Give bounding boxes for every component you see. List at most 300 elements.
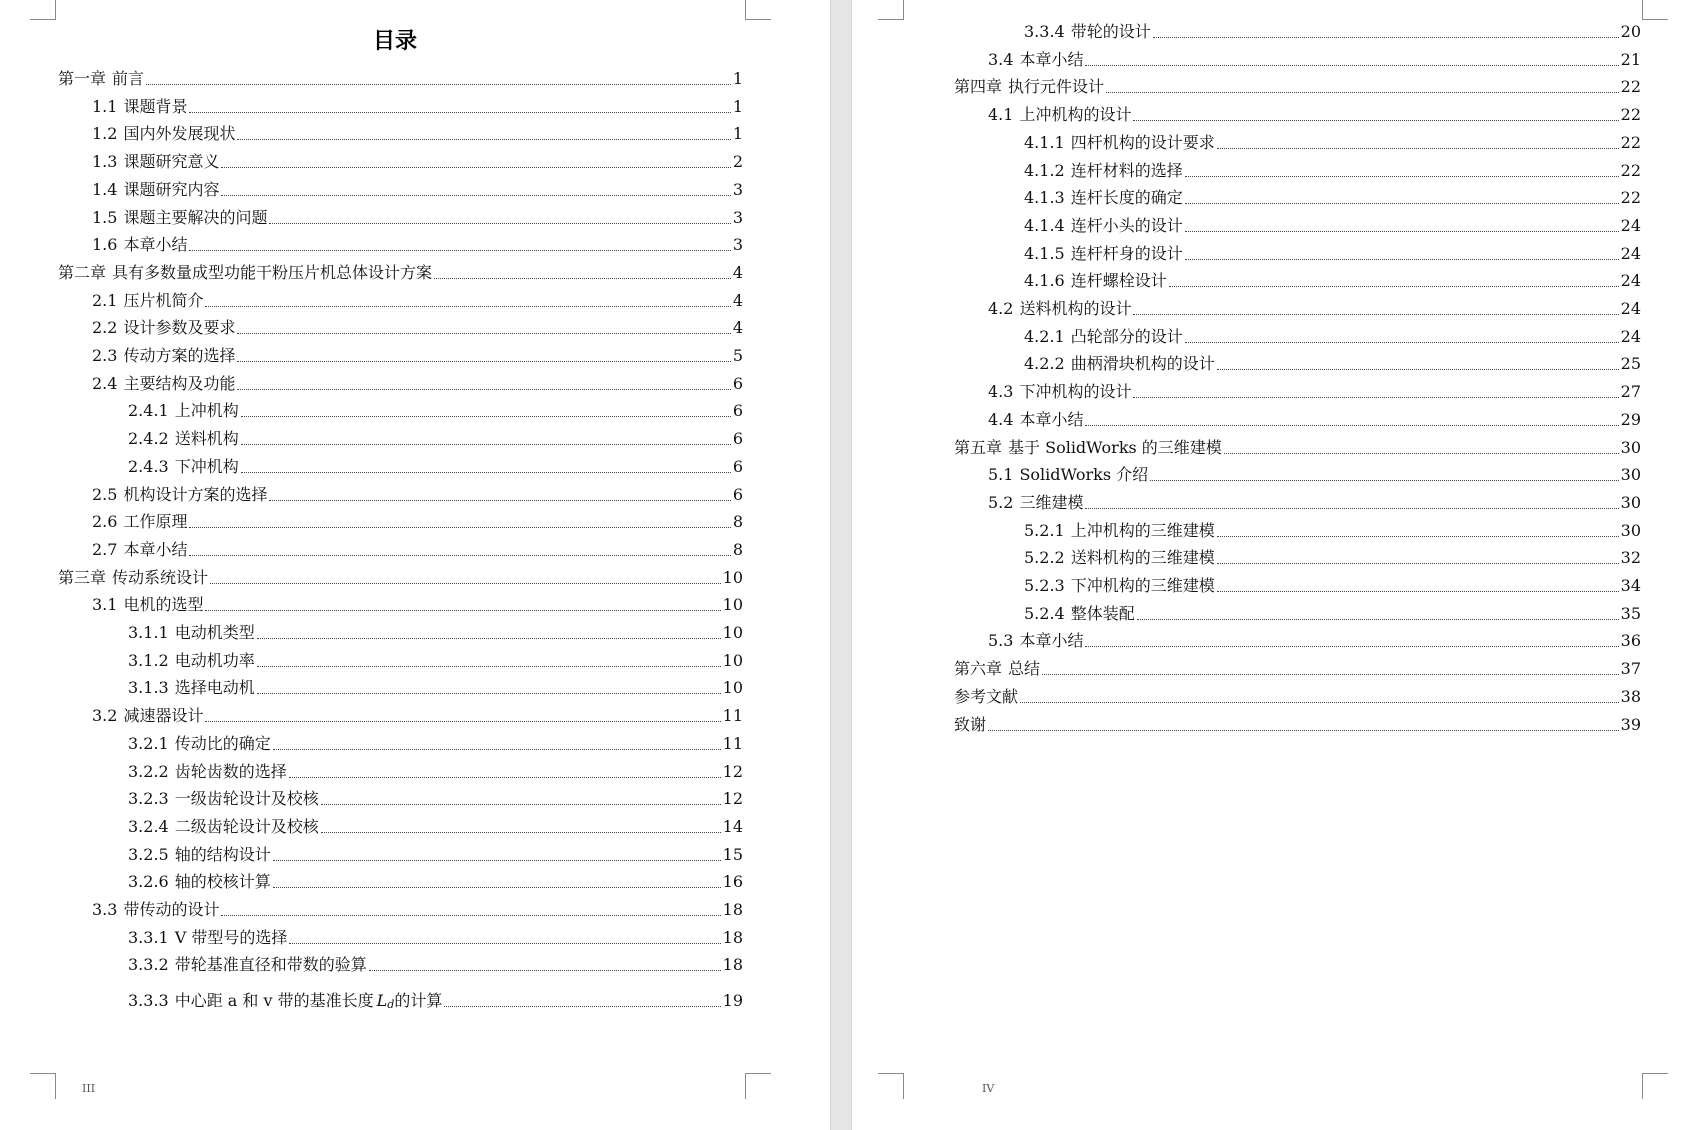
toc-entry[interactable] — [988, 49, 1641, 71]
toc-entry-text: 带传动的设计 — [123, 900, 220, 919]
toc-leader-dots — [1224, 453, 1619, 454]
toc-entry-text: 连杆材料的选择 — [1070, 160, 1183, 180]
toc-entry-number: 3.2.2 — [128, 761, 169, 781]
toc-entry-text: 基于 SolidWorks 的三维建模 — [1008, 437, 1222, 457]
toc-entry-text: 连杆小头的设计 — [1070, 215, 1183, 235]
toc-entry[interactable] — [988, 492, 1641, 514]
toc-entry[interactable] — [128, 650, 743, 672]
toc-entry[interactable] — [58, 567, 743, 589]
toc-entry-label — [128, 677, 255, 699]
toc-entry[interactable] — [1024, 21, 1641, 43]
toc-entry-page: 30 — [1620, 437, 1641, 457]
toc-entry-label — [128, 622, 255, 644]
toc-entry-number: 4.1.6 — [1024, 271, 1065, 291]
toc-leader-dots — [1169, 286, 1619, 287]
toc-entry-number: 3.1.3 — [128, 678, 169, 698]
toc-entry[interactable] — [954, 686, 1641, 708]
toc-entry-number: 3.1.1 — [128, 623, 169, 642]
toc-entry[interactable] — [1024, 520, 1641, 542]
toc-entry-text: 下冲机构的设计 — [1019, 382, 1132, 402]
toc-leader-dots — [189, 555, 730, 556]
toc-entry-label — [1024, 187, 1183, 209]
toc-leader-dots — [1106, 92, 1619, 93]
toc-entry-page: 12 — [722, 789, 743, 809]
toc-entry-text: 执行元件设计 — [1008, 77, 1105, 97]
toc-entry[interactable] — [92, 179, 743, 201]
toc-entry[interactable] — [92, 345, 743, 367]
toc-entry-number: 5.2 — [988, 492, 1014, 512]
toc-entry-label — [1024, 575, 1215, 597]
toc-entry-text: 课题主要解决的问题 — [123, 207, 268, 227]
toc-entry-text: 凸轮部分的设计 — [1070, 326, 1183, 346]
toc-leader-dots — [1185, 231, 1619, 232]
toc-entry-text: 电动机类型 — [174, 623, 255, 642]
toc-entry-label — [988, 49, 1083, 71]
toc-entry[interactable] — [1024, 547, 1641, 569]
toc-entry-page: 2 — [732, 152, 743, 172]
toc-entry[interactable] — [128, 844, 743, 866]
toc-entry-page: 18 — [722, 900, 743, 919]
toc-entry[interactable] — [92, 539, 743, 561]
toc-entry[interactable] — [128, 816, 743, 838]
toc-leader-dots — [1150, 480, 1618, 481]
toc-entry-number: 3.3.2 — [128, 955, 169, 975]
toc-entry-page: 15 — [722, 844, 743, 864]
toc-entry[interactable] — [128, 954, 743, 976]
toc-entry-text: 主要结构及功能 — [123, 373, 236, 393]
toc-entry-page: 4 — [732, 290, 743, 310]
toc-leader-dots — [241, 472, 731, 473]
toc-entry-text: 压片机简介 — [123, 290, 204, 310]
toc-entry[interactable] — [954, 714, 1641, 736]
toc-entry-number: 1.5 — [92, 207, 118, 227]
toc-entry-text: 下冲机构的三维建模 — [1070, 576, 1215, 595]
toc-entry-label — [988, 464, 1148, 486]
toc-entry[interactable] — [128, 622, 743, 644]
toc-leader-dots — [269, 500, 730, 501]
toc-entry-number: 4.3 — [988, 382, 1014, 402]
toc-entry-text: 国内外发展现状 — [123, 124, 236, 144]
toc-entry-label — [1024, 270, 1167, 292]
toc-entry-page: 24 — [1620, 326, 1641, 346]
toc-entry-text: 具有多数量成型功能干粉压片机总体设计方案 — [112, 262, 433, 282]
toc-entry-page: 35 — [1620, 603, 1641, 623]
toc-entry-page: 18 — [722, 955, 743, 975]
toc-entry-text: 工作原理 — [123, 512, 188, 532]
toc-entry-page: 3 — [732, 207, 743, 227]
toc-entry[interactable] — [988, 381, 1641, 403]
toc-entry-text: 本章小结 — [123, 235, 188, 255]
toc-entry-text: 参考文献 — [954, 686, 1019, 706]
toc-entry-text: SolidWorks 介绍 — [1019, 465, 1149, 485]
toc-entry-label — [92, 207, 267, 229]
toc-leader-dots — [1217, 563, 1619, 564]
toc-entry-number: 5.1 — [988, 465, 1014, 485]
toc-entry-label — [128, 733, 271, 755]
toc-leader-dots — [1185, 342, 1619, 343]
toc-entry-page: 27 — [1620, 382, 1641, 402]
toc-entry[interactable] — [1024, 270, 1641, 292]
toc-entry-label — [58, 68, 144, 90]
toc-leader-dots — [988, 730, 1619, 731]
toc-entry-label — [128, 990, 442, 1016]
toc-entry-text: 电动机功率 — [174, 650, 255, 670]
toc-entry[interactable] — [92, 511, 743, 533]
toc-entry-page: 29 — [1620, 409, 1641, 429]
toc-leader-dots — [1153, 37, 1619, 38]
toc-leader-dots — [237, 361, 730, 362]
toc-entry[interactable] — [128, 788, 743, 810]
toc-entry-label — [1024, 243, 1183, 265]
toc-entry-number: 2.2 — [92, 318, 118, 338]
toc-entry-number: 4.1.4 — [1024, 215, 1065, 235]
toc-leader-dots — [1217, 369, 1619, 370]
toc-entry[interactable] — [92, 151, 743, 173]
toc-entry-text: 连杆杆身的设计 — [1070, 243, 1183, 263]
toc-entry-label — [128, 816, 319, 838]
toc-entry[interactable] — [58, 262, 743, 284]
toc-entry-symbol: L — [376, 991, 388, 1011]
toc-leader-dots — [205, 610, 720, 611]
toc-entry[interactable] — [1024, 215, 1641, 237]
toc-entry[interactable] — [92, 96, 743, 118]
toc-entry[interactable] — [128, 761, 743, 783]
toc-entry-page: 1 — [732, 69, 743, 88]
toc-entry-label — [92, 317, 235, 339]
toc-leader-dots — [1133, 120, 1618, 121]
toc-entry-number: 第一章 — [58, 69, 107, 88]
toc-entry-label — [1024, 160, 1183, 182]
toc-entry-label — [128, 650, 255, 672]
toc-entry[interactable] — [1024, 243, 1641, 265]
toc-entry[interactable] — [1024, 353, 1641, 375]
toc-entry-text: 二级齿轮设计及校核 — [174, 816, 319, 836]
toc-entry-number: 2.5 — [92, 484, 118, 504]
toc-leader-dots — [1217, 591, 1619, 592]
toc-leader-dots — [1042, 674, 1619, 675]
toc-entry-label — [1024, 547, 1215, 569]
crop-mark — [878, 1073, 904, 1099]
toc-entry-text: 上冲机构 — [174, 401, 239, 421]
toc-leader-dots — [1185, 259, 1619, 260]
toc-entry-text: 致谢 — [954, 714, 987, 734]
toc-entry-label — [92, 151, 219, 173]
toc-leader-dots — [237, 139, 730, 140]
toc-entry-number: 4.2.2 — [1024, 354, 1065, 374]
toc-entry-number: 5.3 — [988, 631, 1014, 651]
toc-leader-dots — [1185, 176, 1619, 177]
page-gutter — [830, 0, 852, 1130]
toc-entry-page: 3 — [732, 235, 743, 255]
toc-entry-label — [92, 705, 203, 727]
toc-entry[interactable] — [128, 927, 743, 949]
toc-entry-label — [92, 345, 235, 367]
crop-mark — [1642, 1073, 1668, 1099]
toc-entry-label — [92, 373, 235, 395]
toc-entry-number: 4.1.5 — [1024, 243, 1065, 263]
toc-entry-page: 37 — [1620, 659, 1641, 679]
toc-entry-number: 3.2.4 — [128, 816, 169, 836]
toc-leader-dots — [221, 915, 720, 916]
toc-entry[interactable] — [988, 464, 1641, 486]
toc-entry[interactable] — [954, 658, 1641, 680]
toc-entry-number: 第二章 — [58, 262, 107, 282]
toc-entry-label — [58, 262, 432, 284]
toc-entry-label — [954, 76, 1104, 98]
toc-entry-page: 24 — [1620, 243, 1641, 263]
toc-entry-page: 1 — [732, 124, 743, 144]
toc-entry[interactable] — [92, 373, 743, 395]
toc-entry-page: 36 — [1620, 631, 1641, 651]
toc-entry-number: 3.3 — [92, 900, 118, 919]
toc-leader-dots — [1020, 702, 1619, 703]
toc-leader-dots — [241, 416, 731, 417]
toc-entry-label — [92, 484, 267, 506]
toc-entry-label — [1024, 21, 1151, 43]
toc-entry-page: 16 — [722, 872, 743, 892]
toc-entry-number: 5.2.1 — [1024, 520, 1065, 540]
toc-entry-page: 20 — [1620, 22, 1641, 41]
toc-entry-page: 22 — [1620, 188, 1641, 208]
toc-entry-text: 课题研究内容 — [123, 179, 220, 199]
toc-entry-page: 30 — [1620, 520, 1641, 540]
toc-leader-dots — [210, 583, 721, 584]
toc-entry[interactable] — [92, 705, 743, 727]
toc-entry-label — [128, 954, 367, 976]
toc-entry-number: 2.1 — [92, 290, 118, 310]
toc-entry-text: 本章小结 — [1019, 631, 1084, 651]
toc-entry-page: 21 — [1620, 49, 1641, 69]
toc-entry[interactable] — [128, 677, 743, 699]
toc-entry-label — [954, 686, 1018, 708]
crop-mark — [745, 0, 771, 20]
toc-entry-page: 22 — [1620, 132, 1641, 152]
toc-entry-text: 传动比的确定 — [174, 733, 271, 753]
toc-entry-number: 3.2.1 — [128, 733, 169, 753]
toc-entry-page: 12 — [722, 761, 743, 781]
toc-entry-number: 4.1 — [988, 105, 1014, 125]
toc-entry-text: 轴的校核计算 — [174, 872, 271, 892]
toc-entry-label — [58, 567, 208, 589]
toc-entry-number: 3.1 — [92, 595, 118, 615]
toc-leader-dots — [289, 777, 721, 778]
toc-leader-dots — [1133, 397, 1618, 398]
toc-entry-page: 34 — [1620, 576, 1641, 595]
toc-entry[interactable] — [1024, 326, 1641, 348]
toc-entry-page: 14 — [722, 816, 743, 836]
toc-entry-text: 机构设计方案的选择 — [123, 484, 268, 504]
toc-entry-number: 1.3 — [92, 152, 118, 172]
toc-entry-text: V 带型号的选择 — [174, 927, 288, 947]
toc-entry-text: 三维建模 — [1019, 492, 1084, 512]
toc-entry-label — [92, 96, 187, 118]
toc-entry-text: 上冲机构的设计 — [1019, 105, 1132, 125]
toc-leader-dots — [205, 306, 730, 307]
toc-entry-number: 1.6 — [92, 235, 118, 255]
toc-entry[interactable] — [92, 290, 743, 312]
toc-entry-number: 3.4 — [988, 49, 1014, 69]
toc-leader-dots — [1085, 65, 1618, 66]
toc-entry[interactable] — [128, 871, 743, 893]
toc-entry-label — [128, 400, 239, 422]
toc-entry-text: 连杆螺栓设计 — [1070, 271, 1167, 291]
toc-entry-text: 一级齿轮设计及校核 — [174, 789, 319, 809]
toc-entry-number: 3.2.3 — [128, 789, 169, 809]
toc-entry-text: 本章小结 — [1019, 49, 1084, 69]
toc-entry-page: 10 — [722, 678, 743, 698]
toc-entry-number: 1.4 — [92, 179, 118, 199]
toc-entry-number: 3.2.6 — [128, 872, 169, 892]
toc-entry-page: 11 — [722, 733, 743, 753]
toc-entry-number: 5.2.2 — [1024, 548, 1065, 568]
toc-entry-text: 总结 — [1008, 659, 1041, 679]
toc-entry[interactable] — [1024, 160, 1641, 182]
toc-entry-page: 24 — [1620, 215, 1641, 235]
toc-entry[interactable] — [58, 68, 743, 90]
toc-entry-text: 上冲机构的三维建模 — [1070, 520, 1215, 540]
toc-entry[interactable] — [92, 899, 743, 921]
toc-entry-number: 4.4 — [988, 409, 1014, 429]
toc-entry-text: 齿轮齿数的选择 — [174, 761, 287, 781]
toc-entry[interactable] — [128, 456, 743, 478]
toc-entry[interactable] — [988, 104, 1641, 126]
toc-entry-page: 22 — [1620, 160, 1641, 180]
crop-mark — [30, 0, 56, 20]
crop-mark — [1642, 0, 1668, 20]
toc-entry-text: 选择电动机 — [174, 678, 255, 698]
toc-entry-page: 25 — [1620, 354, 1641, 374]
toc-entry-label — [1024, 520, 1215, 542]
toc-entry-number: 第六章 — [954, 659, 1003, 679]
toc-entry[interactable] — [1024, 603, 1641, 625]
toc-leader-dots — [241, 444, 731, 445]
toc-leader-dots — [1217, 148, 1619, 149]
toc-leader-dots — [221, 167, 730, 168]
toc-entry-number: 第三章 — [58, 567, 107, 587]
toc-entry-number: 4.1.1 — [1024, 132, 1065, 152]
toc-entry-label — [92, 179, 219, 201]
toc-entry[interactable] — [92, 484, 743, 506]
toc-leader-dots — [1085, 425, 1618, 426]
toc-entry-label — [92, 290, 203, 312]
toc-entry[interactable] — [1024, 187, 1641, 209]
toc-entry-page: 8 — [732, 512, 743, 532]
toc-entry-number: 2.4.3 — [128, 456, 169, 476]
toc-entry-number: 3.3.1 — [128, 927, 169, 947]
toc-entry[interactable] — [128, 990, 743, 1012]
toc-entry-label — [128, 871, 271, 893]
toc-entry-text: 电机的选型 — [123, 595, 204, 615]
toc-leader-dots — [221, 195, 730, 196]
toc-entry-number: 4.1.3 — [1024, 188, 1065, 208]
toc-leader-dots — [189, 250, 730, 251]
toc-entry[interactable] — [128, 733, 743, 755]
toc-entry-text: 四杆机构的设计要求 — [1070, 132, 1215, 152]
toc-leader-dots — [321, 804, 721, 805]
toc-entry-number: 4.1.2 — [1024, 160, 1065, 180]
toc-entry-page: 19 — [722, 991, 743, 1011]
toc-entry-label — [128, 927, 287, 949]
toc-entry-text: 带轮的设计 — [1070, 22, 1151, 41]
toc-entry-label — [988, 104, 1131, 126]
toc-entry-page: 39 — [1620, 714, 1641, 734]
toc-entry[interactable] — [128, 428, 743, 450]
toc-entry[interactable] — [1024, 575, 1641, 597]
toc-entry[interactable] — [92, 317, 743, 339]
toc-entry[interactable] — [92, 207, 743, 229]
toc-entry-text: 送料机构 — [174, 429, 239, 449]
toc-leader-dots — [1133, 314, 1618, 315]
toc-entry-number: 5.2.4 — [1024, 603, 1065, 623]
toc-entry-page: 5 — [732, 346, 743, 365]
toc-entry-number: 2.4.1 — [128, 401, 169, 421]
toc-leader-dots — [1085, 646, 1618, 647]
toc-entry-page: 32 — [1620, 548, 1641, 568]
toc-entry-label — [92, 539, 187, 561]
toc-entry[interactable] — [954, 76, 1641, 98]
toc-entry-text: 下冲机构 — [174, 456, 239, 476]
toc-entry[interactable] — [954, 437, 1641, 459]
toc-entry-number: 4.2 — [988, 299, 1014, 318]
toc-entry-page: 22 — [1620, 77, 1641, 97]
toc-entry-text: 前言 — [112, 69, 145, 88]
toc-entry[interactable] — [988, 298, 1641, 320]
toc-entry-page: 10 — [722, 650, 743, 670]
toc-entry[interactable] — [92, 234, 743, 256]
toc-entry-page: 1 — [732, 96, 743, 116]
toc-entry-number: 2.4.2 — [128, 429, 169, 449]
toc-entry-page: 4 — [732, 318, 743, 338]
toc-leader-dots — [1185, 203, 1619, 204]
toc-entry[interactable] — [988, 409, 1641, 431]
toc-entry-page: 6 — [732, 429, 743, 449]
toc-entry-text: 送料机构的设计 — [1019, 299, 1132, 318]
toc-entry[interactable] — [92, 594, 743, 616]
toc-entry-label — [92, 511, 187, 533]
page-number-footer: III — [82, 1082, 96, 1095]
toc-entry-number: 1.1 — [92, 96, 118, 116]
toc-leader-dots — [1217, 536, 1619, 537]
toc-entry-label — [128, 844, 271, 866]
toc-entry-label — [988, 492, 1083, 514]
toc-entry-label — [1024, 326, 1183, 348]
toc-entry-label — [92, 899, 219, 921]
toc-entry-page: 30 — [1620, 492, 1641, 512]
toc-entry-page: 10 — [722, 623, 743, 642]
document-page-left — [0, 0, 830, 1130]
toc-leader-dots — [269, 223, 730, 224]
toc-entry-page: 18 — [722, 927, 743, 947]
toc-leader-dots — [189, 112, 730, 113]
toc-entry-label — [1024, 603, 1135, 625]
toc-entry-page: 6 — [732, 456, 743, 476]
toc-entry-text: 曲柄滑块机构的设计 — [1070, 354, 1215, 374]
toc-entry-number: 2.7 — [92, 539, 118, 559]
toc-entry-number: 2.6 — [92, 512, 118, 532]
toc-entry-text: 传动方案的选择 — [123, 346, 236, 365]
toc-entry[interactable] — [988, 630, 1641, 652]
toc-entry[interactable] — [1024, 132, 1641, 154]
toc-leader-dots — [273, 860, 721, 861]
toc-entry-number: 3.1.2 — [128, 650, 169, 670]
toc-entry[interactable] — [92, 123, 743, 145]
toc-entry[interactable] — [128, 400, 743, 422]
toc-entry-number: 2.3 — [92, 346, 118, 365]
toc-entry-number: 3.3.3 — [128, 991, 169, 1011]
toc-entry-text: 课题研究意义 — [123, 152, 220, 172]
crop-mark — [745, 1073, 771, 1099]
toc-entry-text: 本章小结 — [1019, 409, 1084, 429]
